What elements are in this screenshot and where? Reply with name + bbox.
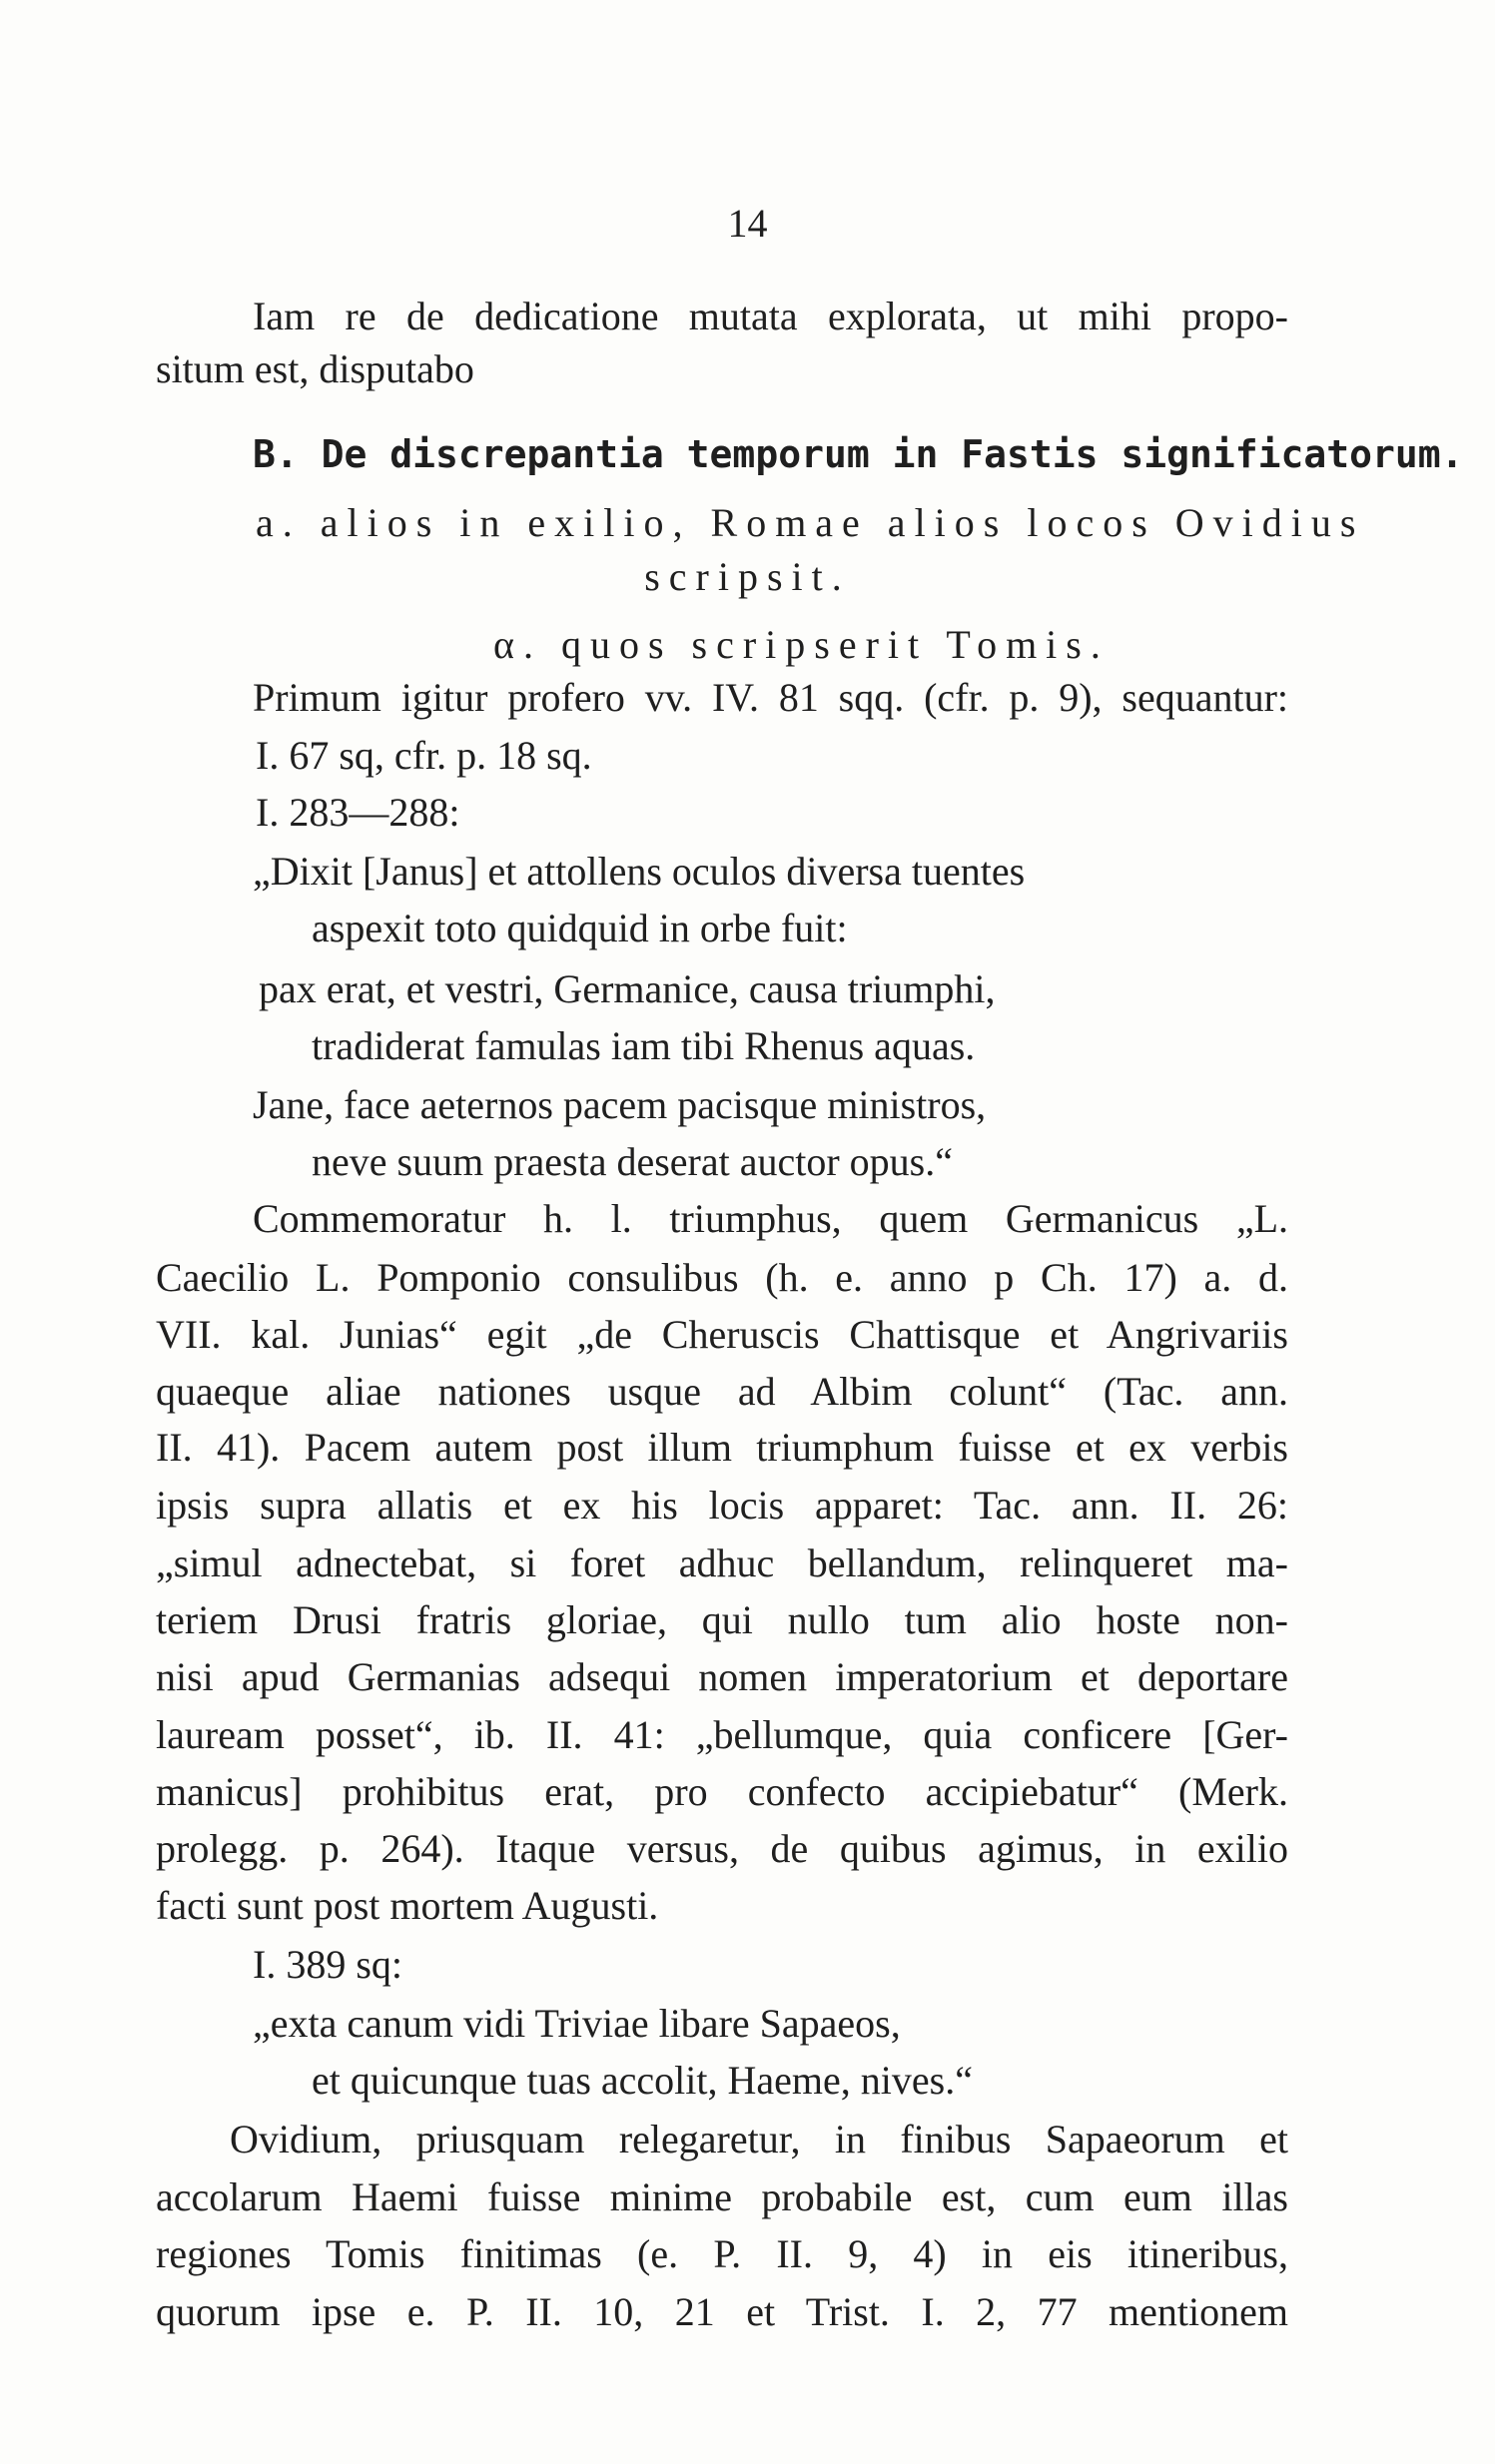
- text-line: I. 67 sq, cfr. p. 18 sq.: [256, 733, 592, 778]
- text-line: I. 389 sq:: [253, 1942, 402, 1987]
- text-line: regiones Tomis finitimas (e. P. II. 9, 4) in eis itineribus,: [156, 2231, 1288, 2276]
- page-number: 14: [727, 201, 768, 246]
- verse-line: aspexit toto quidquid in orbe fuit:: [312, 906, 848, 950]
- verse-line: Jane, face aeternos pacem pacisque ministros,: [253, 1082, 987, 1127]
- text-line: Commemoratur h. l. triumphus, quem Germanicus „L.: [253, 1196, 1288, 1241]
- sub-subsection-heading: α. quos scripserit Tomis.: [493, 622, 1110, 667]
- text-line: „simul adnectebat, si foret adhuc bellandum, relinqueret ma-: [156, 1540, 1288, 1585]
- text-line: nisi apud Germanias adsequi nomen imperatorium et deportare: [156, 1654, 1288, 1699]
- text-line: quaeque aliae nationes usque ad Albim colunt“ (Tac. ann.: [156, 1369, 1288, 1414]
- verse-line: „Dixit [Janus] et attollens oculos diversa tuentes: [253, 849, 1026, 894]
- text-line: accolarum Haemi fuisse minime probabile est, cum eum illas: [156, 2174, 1288, 2219]
- verse-line: pax erat, et vestri, Germanice, causa triumphi,: [259, 966, 996, 1011]
- verse-line: neve suum praesta deserat auctor opus.“: [312, 1139, 953, 1184]
- text-line: Ovidium, priusquam relegaretur, in finibus Sapaeorum et: [230, 2117, 1288, 2161]
- text-line: I. 283—288:: [256, 790, 460, 835]
- verse-line: „exta canum vidi Triviae libare Sapaeos,: [253, 2001, 901, 2046]
- text-line: situm est, disputabo: [156, 346, 474, 391]
- text-line: prolegg. p. 264). Itaque versus, de quibus agimus, in exilio: [156, 1826, 1288, 1871]
- verse-line: tradiderat famulas iam tibi Rhenus aquas.: [312, 1023, 976, 1068]
- section-heading: B. De discrepantia temporum in Fastis significatorum.: [253, 432, 1464, 476]
- subsection-heading: scripsit.: [644, 554, 851, 599]
- verse-line: et quicunque tuas accolit, Haeme, nives.“: [312, 2058, 973, 2103]
- text-line: II. 41). Pacem autem post illum triumphum fuisse et ex verbis: [156, 1425, 1288, 1470]
- subsection-heading: a. alios in exilio, Romae alios locos Ovidius: [256, 500, 1365, 545]
- text-line: Iam re de dedicatione mutata explorata, ut mihi propo-: [253, 294, 1288, 338]
- text-line: teriem Drusi fratris gloriae, qui nullo tum alio hoste non-: [156, 1597, 1288, 1642]
- text-line: ipsis supra allatis et ex his locis apparet: Tac. ann. II. 26:: [156, 1483, 1288, 1528]
- text-line: VII. kal. Junias“ egit „de Cheruscis Chattisque et Angrivariis: [156, 1312, 1288, 1357]
- text-line: Primum igitur profero vv. IV. 81 sqq. (cfr. p. 9), sequantur:: [253, 675, 1288, 720]
- text-line: lauream posset“, ib. II. 41: „bellumque, quia conficere [Ger-: [156, 1712, 1288, 1757]
- text-line: manicus] prohibitus erat, pro confecto accipiebatur“ (Merk.: [156, 1769, 1288, 1814]
- text-line: facti sunt post mortem Augusti.: [156, 1883, 659, 1928]
- text-line: quorum ipse e. P. II. 10, 21 et Trist. I. 2, 77 mentionem: [156, 2289, 1288, 2334]
- text-line: Caecilio L. Pomponio consulibus (h. e. anno p Ch. 17) a. d.: [156, 1255, 1288, 1300]
